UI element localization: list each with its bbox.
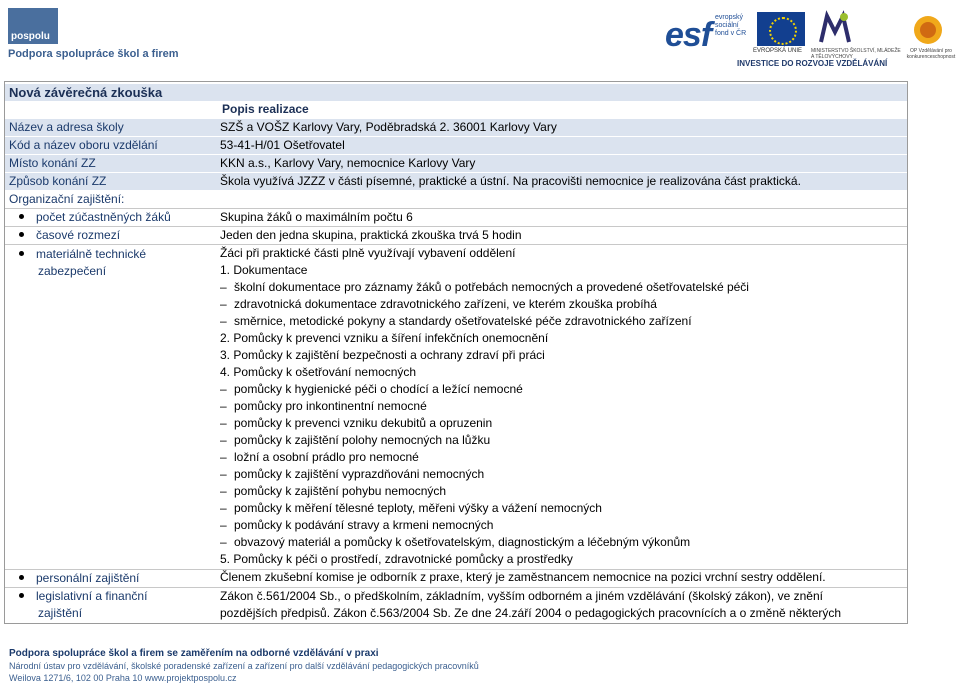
eu-label: EVROPSKÁ UNIE (753, 48, 803, 54)
org-item-pocet (19, 209, 171, 226)
info-row (5, 155, 907, 172)
bullet-icon (19, 251, 24, 256)
osetr-item-text: pomůcky k zajištění vyprazdňováni nemocných (234, 467, 485, 481)
osetr-item-text: pomůcky k podávání stravy a krmeni nemocných (234, 518, 494, 532)
org-item-value: Skupina žáků o maximálním počtu 6 (220, 210, 413, 224)
footer-title: Podpora spolupráce škol a firem se zaměřením na odborné vzdělávání v praxi (9, 648, 379, 659)
info-row-label: Místo konání ZZ (9, 156, 96, 170)
osetr-item: – pomůcky k měření tělesné teploty, měřeni výšky a vážení nemocných (220, 501, 602, 515)
osetr-item: – ložní a osobní prádlo pro nemocné (220, 450, 419, 464)
dok-item-text: zdravotnická dokumentace zdravotnického zařízeni, ve kterém zkouška probíhá (234, 297, 657, 311)
eu-flag-icon (757, 12, 805, 46)
osetr-item-text: ložní a osobní prádlo pro nemocné (234, 450, 419, 464)
osetr-item: – obvazový materiál a pomůcky k ošetřovatelským, diagnostickým a léčebným výkonům (220, 535, 691, 549)
pomucky-heading: 3. Pomůcky k zajištění bezpečnosti a ochrany zdraví při práci (220, 348, 545, 362)
pospolu-logo (8, 8, 198, 68)
info-row-value: 53-41-H/01 Ošetřovatel (220, 138, 345, 152)
page-footer (9, 647, 609, 684)
osetr-item-text: pomůcky k prevenci vzniku dekubitů a opruzenin (234, 416, 493, 430)
info-row-label: Název a adresa školy (9, 120, 124, 134)
osetr-item-text: obvazový materiál a pomůcky k ošetřovatelským, diagnostickým a léčebným výkonům (234, 535, 691, 549)
dok-item-text: směrnice, metodické pokyny a standardy ošetřovatelské péče zdravotnického zařízení (234, 314, 692, 328)
org-item-value: Členem zkušební komise je odborník z praxe, který je zaměstnancem nemocnice na pozici vrchní sestry oddělení. (220, 570, 826, 584)
org-item-label: časové rozmezí (36, 228, 121, 242)
pospolu-logo-mark (8, 8, 58, 44)
org-item-label: materiálně technické (36, 247, 147, 261)
org-item-label: legislativní a finanční (36, 589, 148, 603)
legis-line: pozdějších předpisů. Zákon č.563/2004 Sb. Ze dne 24.září 2004 o pedagogických pracovnících a o změně některých (220, 606, 842, 620)
osetr-item: – pomůcky k zajištění pohybu nemocných (220, 484, 447, 498)
info-row-value: SZŠ a VOŠZ Karlovy Vary, Poděbradská 2. 36001 Karlovy Vary (220, 120, 557, 134)
dok-item: – zdravotnická dokumentace zdravotnického zařízeni, ve kterém zkouška probíhá (220, 297, 657, 311)
dok-item: – směrnice, metodické pokyny a standardy ošetřovatelské péče zdravotnického zařízení (220, 314, 692, 328)
esf-logo-text: esf (665, 16, 712, 54)
footer-institution: Národní ústav pro vzdělávání, školské poradenské zařízení a zařízení pro další vzdělávání pedagogických pracovníků (9, 661, 479, 671)
osetr-item-text: pomůcky k měření tělesné teploty, měřeni výšky a vážení nemocných (234, 501, 602, 515)
osetr-item: – pomůcky k podávání stravy a krmeni nemocných (220, 518, 494, 532)
info-row-value: Škola využívá JZZZ v části písemné, praktické a ústní. Na pracovišti nemocnice je realizována část praktická. (220, 174, 801, 188)
document-box (4, 81, 908, 624)
org-item-label-cont: zabezpečení (38, 264, 107, 278)
msmt-logo-icon (815, 8, 855, 48)
op-label: OP Vzdělávání pro konkurenceschopnost (906, 48, 956, 60)
msmt-label: MINISTERSTVO ŠKOLSTVÍ, MLÁDEŽE A TĚLOVÝCHOVY (811, 48, 901, 60)
doc-title: Nová závěrečná zkouška (9, 85, 163, 100)
org-item-label: personální zajištění (36, 571, 140, 585)
osetr-item-text: pomůcky pro inkontinentní nemocné (234, 399, 427, 413)
info-row-value: KKN a.s., Karlovy Vary, nemocnice Karlovy Vary (220, 156, 476, 170)
org-header-row (5, 191, 907, 208)
osetr-item-text: pomůcky k hygienické péči o chodící a ležící nemocné (234, 382, 523, 396)
material-line: 1. Dokumentace (220, 263, 308, 277)
op-logo-icon (908, 10, 948, 50)
osetr-item: – pomůcky k prevenci vzniku dekubitů a opruzenin (220, 416, 493, 430)
pomucky-heading: 5. Pomůcky k péči o prostředí, zdravotnické pomůcky a prostředky (220, 552, 573, 566)
eu-stars-icon (769, 17, 797, 45)
footer-address: Weilova 1271/6, 102 00 Praha 10 www.projektpospolu.cz (9, 673, 237, 683)
info-row (5, 137, 907, 154)
bullet-icon (19, 593, 24, 598)
popis-row (5, 101, 907, 118)
legis-line: Zákon č.561/2004 Sb., o předškolním, základním, vyšším odborném a jiném vzdělávání (školský zákon), ve znění (220, 589, 823, 603)
pospolu-tagline: Podpora spolupráce škol a firem (8, 48, 179, 60)
org-item-legislativni (19, 588, 147, 605)
dok-item-text: školní dokumentace pro záznamy žáků o potřebách nemocných a provedené ošetřovatelské péči (234, 280, 749, 294)
info-row-label: Způsob konání ZZ (9, 174, 107, 188)
org-item-label: počet zúčastněných žáků (36, 210, 171, 224)
osetr-item-text: pomůcky k zajištění pohybu nemocných (234, 484, 447, 498)
investice-slogan: INVESTICE DO ROZVOJE VZDĚLÁVÁNÍ (737, 59, 888, 68)
info-row-label: Kód a název oboru vzdělání (9, 138, 158, 152)
org-header: Organizační zajištění: (9, 192, 125, 206)
popis-header: Popis realizace (222, 102, 309, 116)
info-row (5, 173, 907, 190)
pomucky-heading: 2. Pomůcky k prevenci vzniku a šíření infekčních onemocnění (220, 331, 549, 345)
org-item-personalni (19, 570, 139, 587)
pospolu-logo-text: pospolu (11, 31, 50, 42)
org-item-casove (19, 227, 120, 244)
material-line: Žáci při praktické části plně využívají vybavení oddělení (220, 246, 516, 260)
org-item-materialne (19, 246, 146, 263)
esf-logo-subtext: evropský sociální fond v ČR (715, 14, 747, 37)
pomucky-heading: 4. Pomůcky k ošetřování nemocných (220, 365, 417, 379)
osetr-item: – pomůcky k hygienické péči o chodící a ležící nemocné (220, 382, 523, 396)
osetr-item: – pomůcky k zajištění polohy nemocných na lůžku (220, 433, 491, 447)
osetr-item: – pomůcky k zajištění vyprazdňováni nemocných (220, 467, 485, 481)
info-row (5, 119, 907, 136)
org-item-value: Jeden den jedna skupina, praktická zkouška trvá 5 hodin (220, 228, 522, 242)
bullet-icon (19, 232, 24, 237)
esf-logo (665, 12, 749, 60)
dok-item: – školní dokumentace pro záznamy žáků o potřebách nemocných a provedené ošetřovatelské péči (220, 280, 749, 294)
bullet-icon (19, 575, 24, 580)
bullet-icon (19, 214, 24, 219)
org-item-label-cont: zajištění (38, 606, 83, 620)
osetr-item: – pomůcky pro inkontinentní nemocné (220, 399, 427, 413)
osetr-item-text: pomůcky k zajištění polohy nemocných na lůžku (234, 433, 491, 447)
doc-title-band (5, 84, 907, 101)
